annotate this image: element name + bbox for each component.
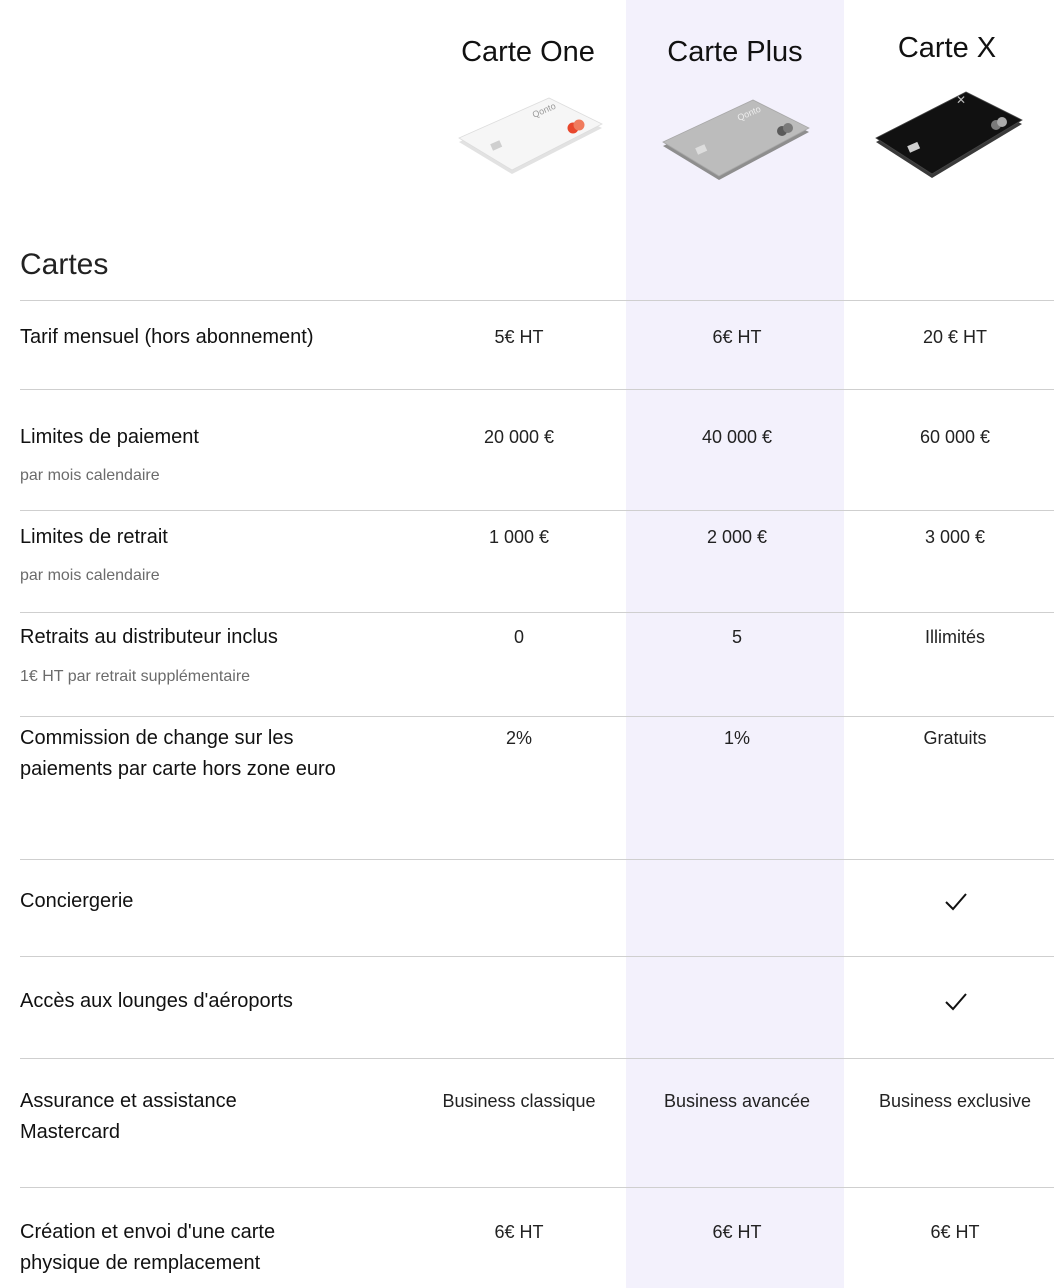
- cell-carte-one: 20 000 €: [483, 427, 555, 447]
- cell-carte-plus: 6€ HT: [712, 1222, 762, 1242]
- cell-carte-one: Business classique: [442, 1091, 596, 1111]
- row-divider: [20, 389, 1054, 390]
- qonto-logo-text: Qonto: [530, 100, 558, 120]
- cell-carte-x: 60 000 €: [919, 427, 991, 447]
- row-sublabel: par mois calendaire: [20, 567, 160, 584]
- carte-plus-card-image: [626, 90, 844, 200]
- cell-carte-one: 2%: [505, 728, 532, 748]
- row-divider: [20, 612, 1054, 613]
- row-label: Accès aux lounges d'aéroports: [20, 990, 293, 1012]
- row-label: Commission de change sur les paiements par carte hors zone euro: [20, 727, 336, 780]
- plan-title-carte-one: Carte One: [461, 36, 595, 68]
- cell-carte-plus: 5: [731, 627, 742, 647]
- cell-carte-x: 3 000 €: [924, 527, 986, 547]
- row-divider: [20, 716, 1054, 717]
- row-label: Limites de paiement: [20, 426, 199, 448]
- checkmark-icon: [943, 989, 969, 1015]
- cell-carte-plus: 2 000 €: [706, 527, 768, 547]
- row-label: Conciergerie: [20, 890, 134, 912]
- cell-carte-one: 0: [513, 627, 524, 647]
- row-label: Assurance et assistance Mastercard: [20, 1090, 237, 1143]
- row-divider: [20, 859, 1054, 860]
- cell-carte-x: Gratuits: [923, 728, 987, 748]
- carte-x-card-image: [838, 84, 1054, 194]
- row-label: Création et envoi d'une carte physique de remplacement: [20, 1221, 276, 1274]
- cell-carte-plus: 6€ HT: [712, 327, 762, 347]
- row-sublabel: par mois calendaire: [20, 467, 160, 484]
- row-label: Retraits au distributeur inclus: [20, 626, 278, 648]
- cell-carte-one: 1 000 €: [488, 527, 550, 547]
- checkmark-icon: [943, 889, 969, 915]
- row-divider: [20, 1187, 1054, 1188]
- cell-carte-plus: 40 000 €: [701, 427, 773, 447]
- cell-carte-x: 20 € HT: [922, 327, 988, 347]
- section-title: Cartes: [20, 248, 109, 281]
- cell-carte-one: 5€ HT: [494, 327, 544, 347]
- cell-carte-x: Illimités: [924, 627, 985, 647]
- x-logo-icon: ✕: [956, 93, 967, 107]
- svg-text:Qonto: Qonto: [735, 103, 763, 123]
- row-label: Limites de retrait: [20, 526, 168, 548]
- row-divider: [20, 300, 1054, 301]
- cell-carte-x: 6€ HT: [930, 1222, 980, 1242]
- row-divider: [20, 510, 1054, 511]
- cell-carte-x: Business exclusive: [878, 1091, 1032, 1111]
- row-sublabel: 1€ HT par retrait supplémentaire: [20, 668, 251, 685]
- carte-one-card-image: [419, 90, 637, 200]
- cell-carte-one: 6€ HT: [494, 1222, 544, 1242]
- cell-carte-plus: 1%: [723, 728, 750, 748]
- cell-carte-plus: Business avancée: [663, 1091, 811, 1111]
- row-label: Tarif mensuel (hors abonnement): [20, 326, 314, 348]
- row-divider: [20, 1058, 1054, 1059]
- row-divider: [20, 956, 1054, 957]
- plan-title-carte-plus: Carte Plus: [667, 36, 803, 68]
- plan-title-carte-x: Carte X: [897, 32, 997, 64]
